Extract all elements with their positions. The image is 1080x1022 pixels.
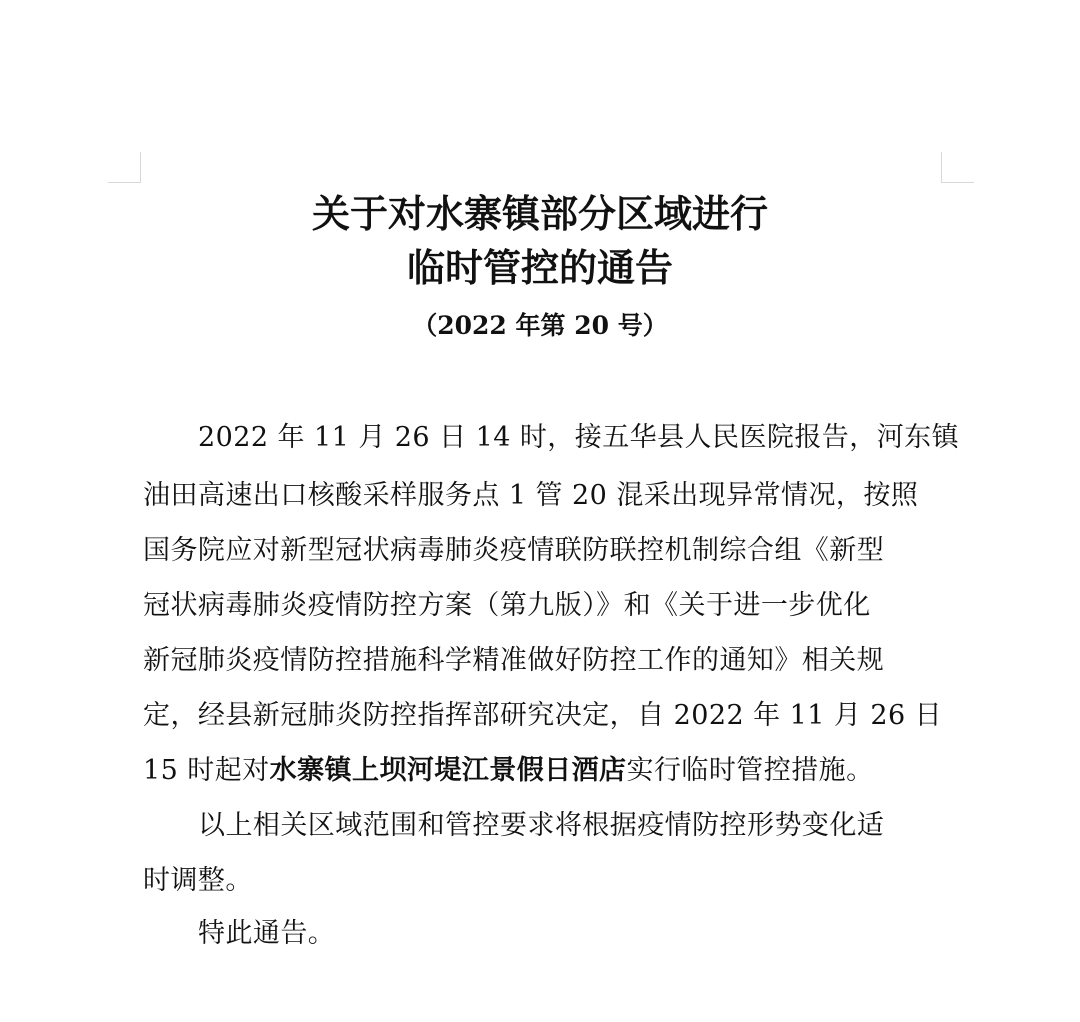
paragraph-1-line-1: 2022 年 11 月 26 日 14 时，接五华县人民医院报告，河东镇: [198, 422, 960, 453]
paragraph-2-line-2: 时调整。: [143, 865, 253, 896]
top-right-crop-mark: [941, 152, 974, 183]
paragraph-2-line-1: 以上相关区域范围和管控要求将根据疫情防控形势变化适: [198, 810, 885, 841]
paragraph-1-line-6: 定，经县新冠肺炎防控指挥部研究决定，自 2022 年 11 月 26 日: [143, 700, 943, 731]
paragraph-1-line-4: 冠状病毒肺炎疫情防控方案（第九版）》和《关于进一步优化: [143, 590, 871, 621]
closing-text: 特此通告。: [198, 918, 336, 949]
paragraph-1-line-7-suffix: 实行临时管控措施。: [626, 755, 874, 786]
top-left-crop-mark: [108, 152, 141, 183]
paragraph-1-line-7: [143, 751, 939, 791]
notice-title-line-2: 临时管控的通告: [406, 245, 673, 290]
paragraph-1-line-5: 新冠肺炎疫情防控措施科学精准做好防控工作的通知》相关规: [143, 645, 885, 676]
paragraph-1-line-3: 国务院应对新型冠状病毒肺炎疫情联防联控机制综合组《新型: [143, 535, 885, 566]
paragraph-1-line-7-prefix: 15 时起对: [143, 755, 270, 786]
controlled-location-name: 水寨镇上坝河堤江景假日酒店: [269, 755, 627, 786]
notice-title-line-1: 关于对水寨镇部分区域进行: [311, 191, 768, 236]
document-number: （2022 年第 20 号）: [412, 311, 668, 340]
paragraph-1-line-2: 油田高速出口核酸采样服务点 1 管 20 混采出现异常情况，按照: [143, 480, 919, 511]
